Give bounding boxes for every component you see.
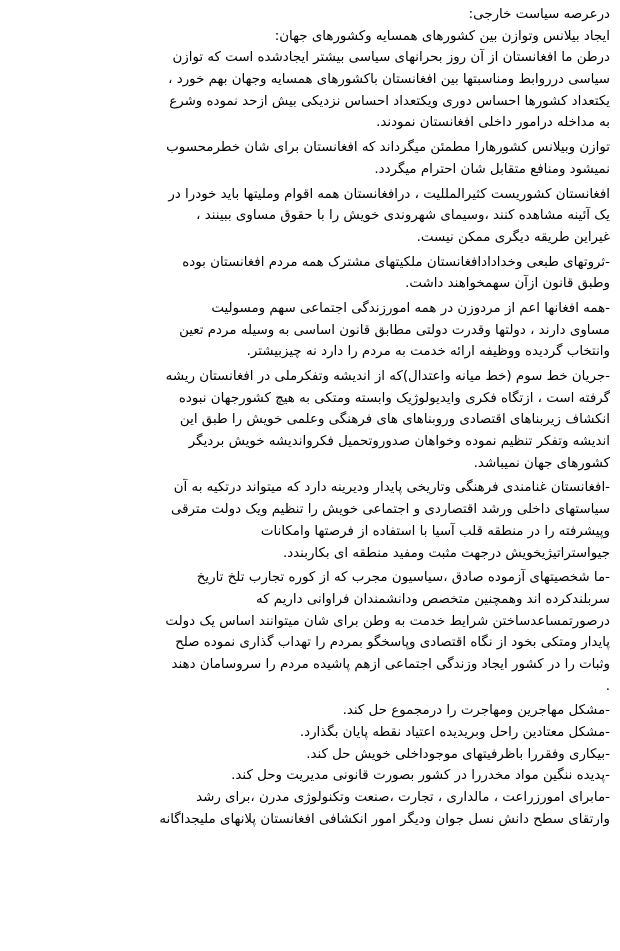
text-line: افغانستان کشوریست کثیرالمللیت ، درافغانستان همه اقوام وملیتها باید خودرا در (168, 186, 610, 202)
text-line: درصورتمساعدساختن شرایط خدمت به وطن برای شان میتوانند اساس یک دولت (165, 613, 610, 629)
text-line: یکتعداد کشورها احساس دوری ویکتعداد احساس نزدیکی بیش ازحد نموده وشرع (169, 93, 610, 109)
text-line: نمیشود ومنافع متقابل شان احترام میگردد. (374, 161, 610, 177)
paragraph (12, 252, 610, 295)
text-line: -ثروتهای طبعی وخدادادافغانستان ملکیتهای مشترک همه مردم افغانستان بوده (182, 254, 610, 270)
text-line: سربلندکرده اند وهمچنین متخصص ودانشمندان فراوانی داریم که (255, 591, 610, 607)
text-line: -مشکل مهاجرین ومهاجرت را درمجموع حل کند. (342, 703, 610, 719)
paragraph (12, 137, 610, 180)
paragraph (12, 366, 610, 474)
text-line: توازن وبیلانس کشورهارا مطمئن میگرداند که افغانستان برای شان خطرمحسوب (166, 140, 610, 156)
text-line: -بیکاری وفقررا باظرفیتهای موجوداخلی خویش حل کند. (306, 746, 610, 762)
text-line: وپیشرفته را در منطقه قلب آسیا با استفاده از فرصتها وامکانات (260, 523, 610, 539)
text-line: سیاسی درروابط ومناسبتها بین افغانستان باکشورهای همسایه وجهان بهم خورد ، (168, 72, 610, 88)
text-line: -ما شخصیتهای آزموده صادق ،سیاسیون مجرب که از کوره تجارب تلخ تاریخ (196, 570, 610, 586)
text-line: درطن ما افغانستان از آن روز بحرانهای سیاسی بیشتر ایجادشده است که توازن (172, 50, 610, 66)
paragraph (12, 477, 610, 564)
text-line: مساوی دارند ، دولتها وقدرت دولتی مطابق قانون اساسی به وسیله مردم تعین (179, 322, 610, 338)
paragraph (12, 26, 610, 134)
paragraph (12, 184, 610, 249)
paragraph (12, 700, 610, 830)
text-line: انکشاف زیربناهای اقتصادی وروبناهای هاى فرهنگی وعلمی خویش را طبق این (179, 412, 610, 428)
text-line: وانتخاب گردیده ووظیفه ارائه خدمت به مردم را دارد نه چیزبیشتر. (246, 344, 610, 360)
text-line: -جریان خط سوم (خط میانه واعتدال)که از اندیشه وتفکرملی در افغانستان ریشه (165, 369, 610, 384)
text-line: به مداخله درامور داخلی افغانستان نمودند. (376, 115, 610, 131)
text-line: اندیشه وتفکر تنظیم نموده وخواهان صدوروتحمیل فکرواندیشه خویش بردیگر (188, 434, 610, 450)
paragraph (12, 567, 610, 697)
text-line: -همه افغانها اعم از مردوزن در همه امورزندگی اجتماعی سهم ومسولیت (211, 300, 610, 316)
text-line: . (605, 678, 610, 694)
text-line: -مشکل معتادین راحل وبریدیده اعتیاد نقطه پایان بگذارد. (299, 725, 610, 740)
text-line: وطبق قانون ازآن سهمخواهند داشت. (405, 276, 610, 292)
paragraph (12, 298, 610, 363)
text-line: وثبات را در کشور ایجاد وزندگی اجتماعی ازهم پاشیده مردم را سروسامان دهند (171, 656, 610, 672)
text-line: جیواستراتیژیخویش درجهت مثبت ومفید منطقه ای بکاربندد. (282, 545, 610, 561)
text-line: وارتقای سطح دانش نسل جوان ودیگر امور انکشافی افغانستان پلانهای ملیجداگانه (159, 811, 610, 827)
text-line: -افغانستان غنامندی فرهنگی وتاریخی پایدار ودیرینه دارد که میتواند درتکیه به آن (173, 480, 610, 496)
document-body (12, 26, 610, 831)
section-heading: درعرصه سیاست خارجی: (468, 7, 610, 22)
text-line: ایجاد بیلانس وتوازن بین کشورهای همسایه وکشورهای جهان: (274, 28, 610, 44)
text-line: کشورهای جهان نمیباشد. (473, 455, 610, 471)
text-line: غیراین طریقه دیگری ممکن نیست. (416, 229, 610, 245)
text-line: -پدیده ننگین مواد مخدررا در کشور بصورت قانونی مدیریت وحل کند. (231, 768, 610, 784)
text-line: -مابرای امورزراعت ، مالداری ، تجارت ،صنعت وتکنولوژی مدرن ،برای رشد (196, 790, 610, 806)
text-line: سیاستهای داخلی ورشد اقتصاردی و اجتماعی خویش را تنظیم ویک دولت مترقی (170, 502, 610, 518)
text-line: گرفته است ، ازتگاه فکری وایدیولوژیک وابسته ومتکی به هیچ کشورجهان نبوده (178, 390, 610, 406)
text-line: پایدار ومتکی بخود از نگاه اقتصادی وپاسخگو بمردم را تهداب گذاری نموده صلح (175, 635, 610, 651)
text-line: یک آئینه مشاهده کنند ،وسیمای شهروندی خویش را با حقوق مساوی ببینند ، (196, 208, 610, 224)
